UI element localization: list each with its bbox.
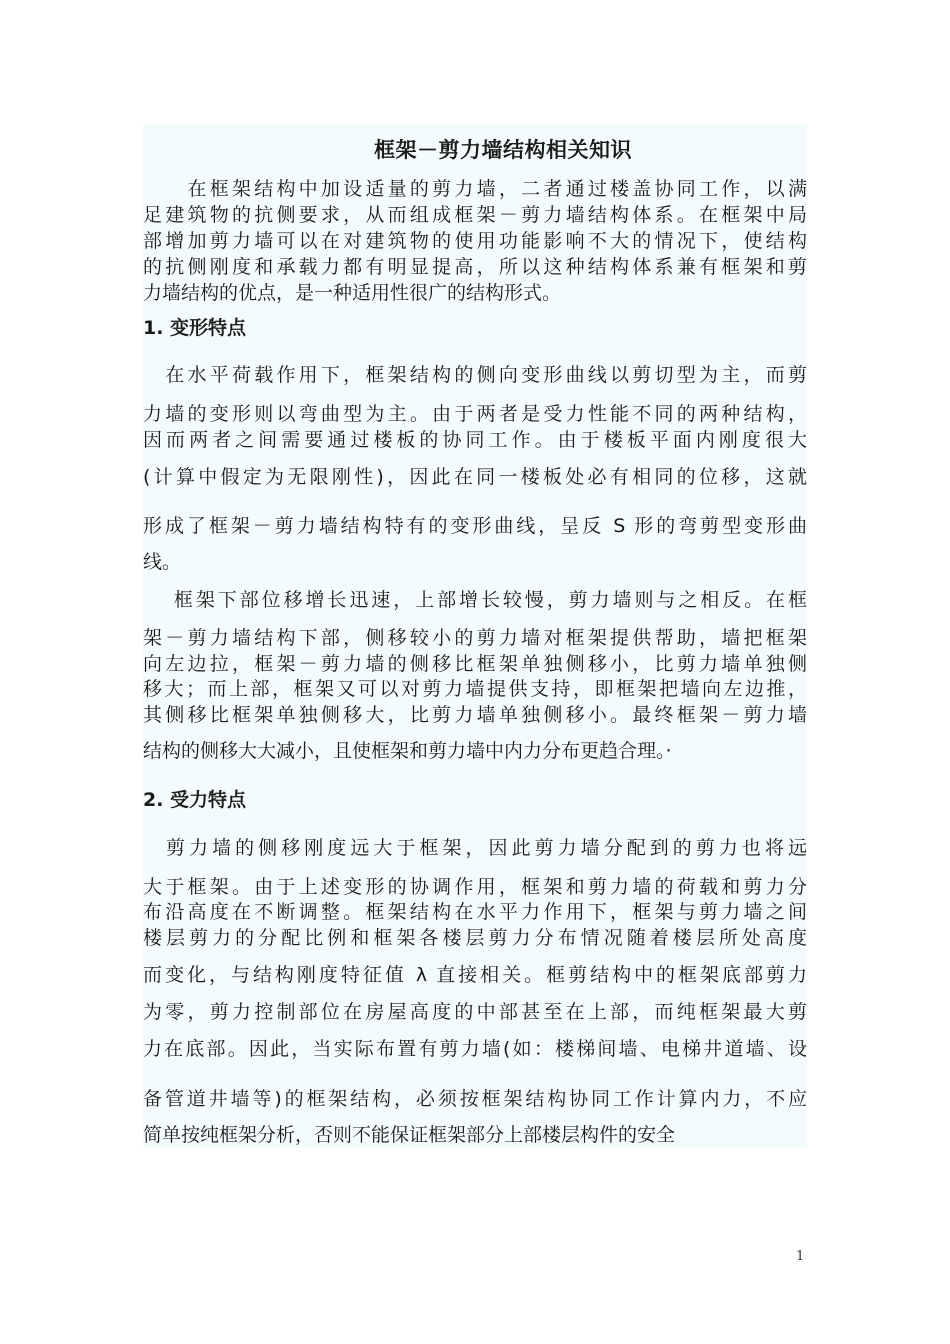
- section1-p2-line: 其侧移比框架单独侧移大，比剪力墙单独侧移小。最终框架－剪力墙: [143, 704, 807, 726]
- section-heading-force: 2. 受力特点: [143, 789, 247, 811]
- intro-line: 足建筑物的抗侧要求，从而组成框架－剪力墙结构体系。在框架中局: [143, 204, 807, 226]
- section2-line: 布沿高度在不断调整。框架结构在水平力作用下，框架与剪力墙之间: [143, 901, 807, 923]
- section2-line: 剪力墙的侧移刚度远大于框架，因此剪力墙分配到的剪力也将远: [143, 837, 807, 859]
- section1-p1-line: 力墙的变形则以弯曲型为主。由于两者是受力性能不同的两种结构，: [143, 403, 807, 425]
- section2-line: 力在底部。因此，当实际布置有剪力墙(如：楼梯间墙、电梯井道墙、设: [143, 1038, 807, 1060]
- section2-line: 楼层剪力的分配比例和框架各楼层剪力分布情况随着楼层所处高度: [143, 927, 807, 949]
- section1-p2-line: 向左边拉，框架－剪力墙的侧移比框架单独侧移小，比剪力墙单独侧: [143, 653, 807, 675]
- intro-line: 在框架结构中加设适量的剪力墙，二者通过楼盖协同工作，以满: [143, 178, 807, 200]
- section1-p2-line: 移大；而上部，框架又可以对剪力墙提供支持，即框架把墙向左边推，: [143, 678, 807, 700]
- section2-line: 简单按纯框架分析，否则不能保证框架部分上部楼层构件的安全: [143, 1124, 676, 1146]
- section2-line: 而变化，与结构刚度特征值 λ 直接相关。框剪结构中的框架底部剪力: [143, 964, 807, 986]
- section2-line: 备管道井墙等)的框架结构，必须按框架结构协同工作计算内力，不应: [143, 1088, 807, 1110]
- document-content: [143, 124, 807, 1148]
- intro-line: 部增加剪力墙可以在对建筑物的使用功能影响不大的情况下，使结构: [143, 230, 807, 252]
- section1-p1-line: 线。: [143, 551, 182, 573]
- section1-p2-line: 框架下部位移增长迅速，上部增长较慢，剪力墙则与之相反。在框: [143, 589, 807, 611]
- section1-p2-line: 结构的侧移大大减小，且使框架和剪力墙中内力分布更趋合理。·: [143, 740, 672, 762]
- section1-p1-line: 形成了框架－剪力墙结构特有的变形曲线，呈反 S 形的弯剪型变形曲: [143, 515, 807, 537]
- section2-line: 大于框架。由于上述变形的协调作用，框架和剪力墙的荷载和剪力分: [143, 876, 807, 898]
- section-heading-deformation: 1. 变形特点: [143, 317, 247, 339]
- page-number: 1: [796, 1249, 805, 1264]
- intro-line: 力墙结构的优点，是一种适用性很广的结构形式。: [143, 282, 562, 304]
- intro-line: 的抗侧刚度和承载力都有明显提高，所以这种结构体系兼有框架和剪: [143, 256, 807, 278]
- document-title: 框架－剪力墙结构相关知识: [374, 138, 632, 162]
- section1-p1-line: 因而两者之间需要通过楼板的协同工作。由于楼板平面内刚度很大: [143, 429, 807, 451]
- section1-p1-line: (计算中假定为无限刚性)，因此在同一楼板处必有相同的位移，这就: [143, 466, 807, 488]
- section2-line: 为零，剪力控制部位在房屋高度的中部甚至在上部，而纯框架最大剪: [143, 1001, 807, 1023]
- section1-p2-line: 架－剪力墙结构下部，侧移较小的剪力墙对框架提供帮助，墙把框架: [143, 627, 807, 649]
- section1-p1-line: 在水平荷载作用下，框架结构的侧向变形曲线以剪切型为主，而剪: [143, 364, 807, 386]
